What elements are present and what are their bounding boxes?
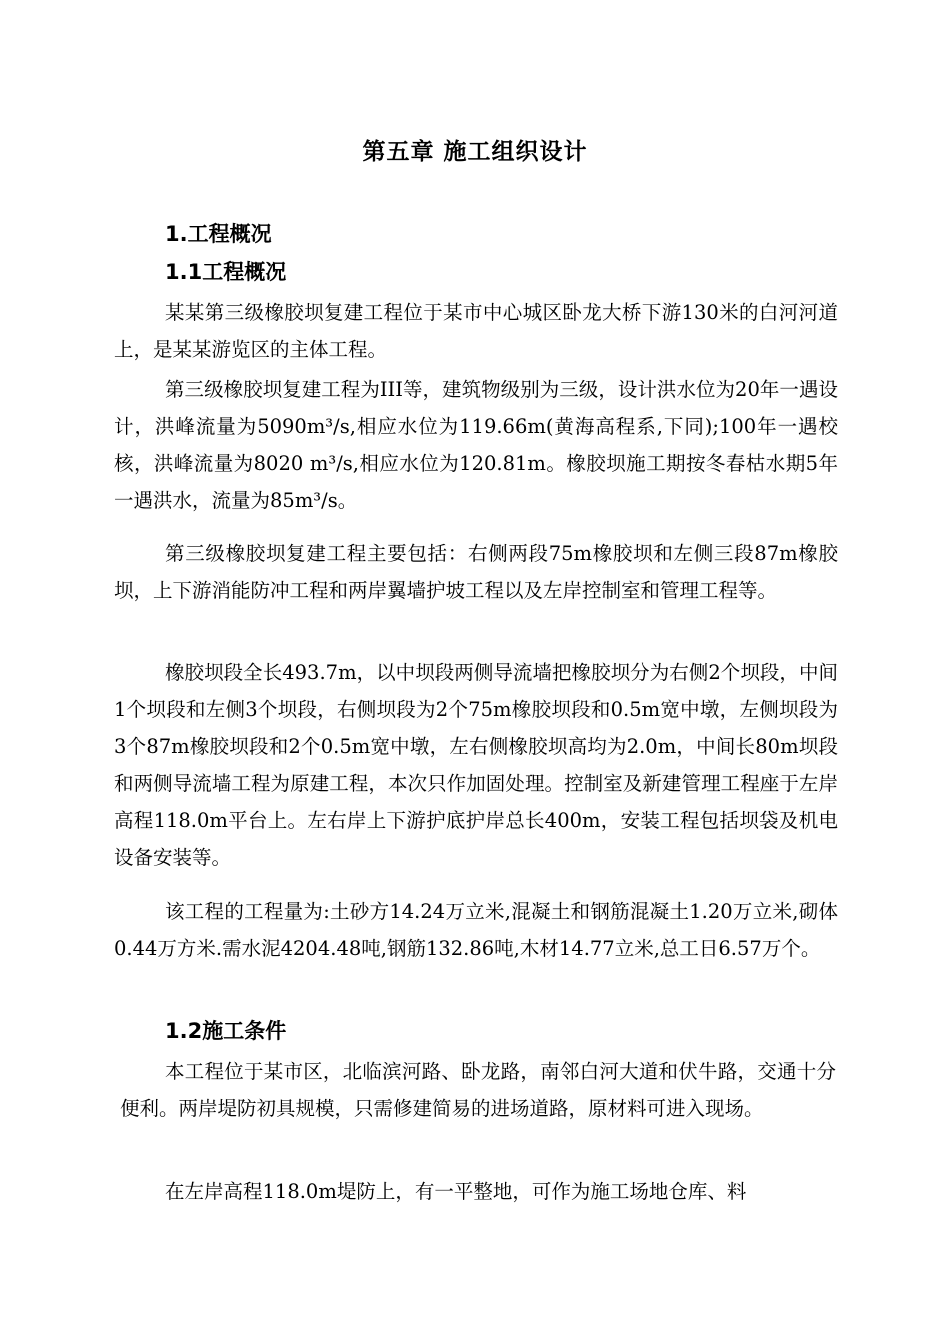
paragraph-quantities: 该工程的工程量为:土砂方14.24万立米,混凝土和钢筋混凝土1.20万立米,砌体0.44万方米.需水泥4204.48吨,钢筋132.86吨,木材14.77立米,总工日6.57万个。: [114, 900, 838, 960]
section-heading-1-1: 1.1工程概况: [165, 260, 287, 284]
paragraph-project-location: 某某第三级橡胶坝复建工程位于某市中心城区卧龙大桥下游130米的白河河道上，是某某游览区的主体工程。: [114, 301, 838, 361]
paragraph-traffic-conditions: 本工程位于某市区，北临滨河路、卧龙路，南邻白河大道和伏牛路，交通十分便利。两岸堤防初具规模，只需修建简易的进场道路，原材料可进入现场。: [120, 1060, 836, 1120]
section-heading-1: 1.工程概况: [165, 222, 272, 246]
paragraph-design-standards: 第三级橡胶坝复建工程为III等，建筑物级别为三级，设计洪水位为20年一遇设计，洪峰流量为5090m³/s,相应水位为119.66m(黄海高程系,下同);100年一遇校核，洪峰流量为8020 m³/s,相应水位为120.81m。橡胶坝施工期按冬春枯水期5年一遇洪水，流量为85m³/s。: [114, 378, 838, 512]
chapter-title: 第五章 施工组织设计: [362, 139, 588, 165]
paragraph-dam-sections: 橡胶坝段全长493.7m，以中坝段两侧导流墙把橡胶坝分为右侧2个坝段，中间1个坝段和左侧3个坝段，右侧坝段为2个75m橡胶坝段和0.5m宽中墩，左侧坝段为3个87m橡胶坝段和2个0.5m宽中墩，左右侧橡胶坝高均为2.0m，中间长80m坝段和两侧导流墙工程为原建工程，本次只作加固处理。控制室及新建管理工程座于左岸高程118.0m平台上。左右岸上下游护底护岸总长400m，安装工程包括坝袋及机电设备安装等。: [114, 661, 838, 869]
paragraph-main-works: 第三级橡胶坝复建工程主要包括：右侧两段75m橡胶坝和左侧三段87m橡胶坝，上下游消能防冲工程和两岸翼墙护坡工程以及左岸控制室和管理工程等。: [114, 542, 838, 602]
section-heading-1-2: 1.2施工条件: [165, 1019, 287, 1043]
paragraph-site-area: 在左岸高程118.0m堤防上，有一平整地，可作为施工场地仓库、料: [165, 1180, 747, 1203]
